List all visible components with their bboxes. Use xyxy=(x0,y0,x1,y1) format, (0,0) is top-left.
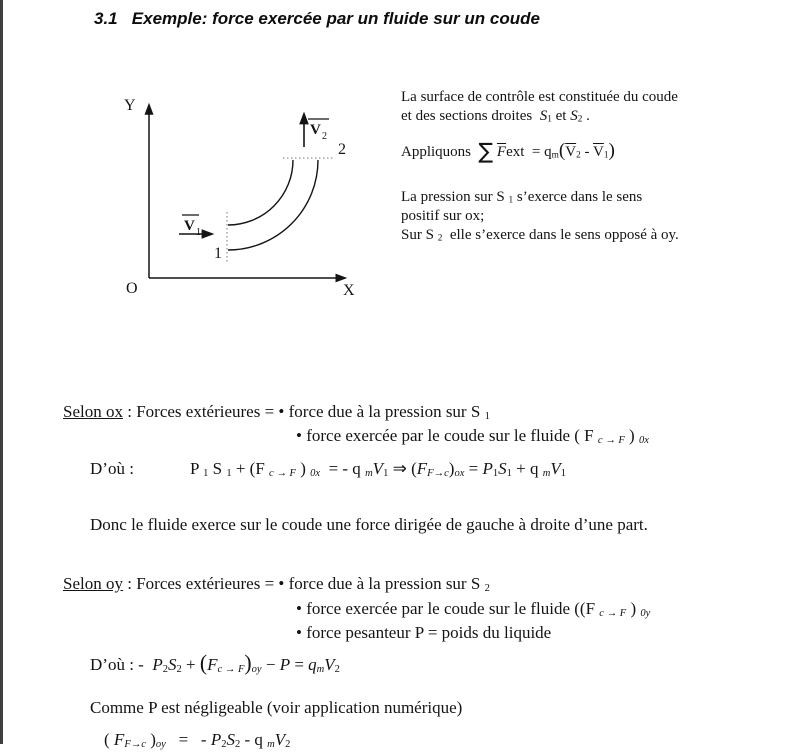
v2-subscript: 2 xyxy=(322,131,327,142)
v1-label: V xyxy=(184,218,195,234)
selon-oy-bullet2: • force exercée par le coude sur le fluide ((F c → F ) 0y xyxy=(296,599,651,619)
elbow-inner-wall-arc xyxy=(228,160,293,225)
v1-subscript: 1 xyxy=(196,227,201,238)
conclusion-ox-text: Donc le fluide exerce sur le coude une force dirigée de gauche à droite d’une part. xyxy=(90,515,648,534)
control-surface-text-line2: et des sections droites S1 et S2 . xyxy=(401,108,590,125)
origin-label: O xyxy=(126,280,138,297)
elbow-outer-wall-arc xyxy=(228,160,318,250)
v2-label: V xyxy=(310,122,321,138)
pressure-text-line3: Sur S 2 elle s’exerce dans le sens opposé à oy. xyxy=(401,227,679,244)
scan-edge-line xyxy=(0,0,3,744)
dou-ox-formula: P 1 S 1 + (F c → F ) 0x = - q mV1 ⇒ (FF→c)ox = P1S1 + q mV1 xyxy=(190,459,567,479)
selon-oy-line: Selon oy : Forces extérieures = • force due à la pression sur S 2 xyxy=(63,574,490,594)
negligible-weight-note: Comme P est négligeable (voir application numérique) xyxy=(90,698,463,717)
y-axis-label: Y xyxy=(124,97,136,114)
clipped-bottom-formula: ( FF→c )oy = - P2S2 - q mV2 xyxy=(104,730,291,750)
section-heading: 3.1 Exemple: force exercée par un fluide sur un coude xyxy=(94,9,540,28)
selon-ox-line: Selon ox : Forces extérieures = • force due à la pression sur S 1 xyxy=(63,402,490,422)
pressure-text-line1: La pression sur S 1 s’exerce dans le sens xyxy=(401,189,643,206)
dou-oy-formula: D’où : - P2S2 + (Fc → F)oy − P = qmV2 xyxy=(90,651,340,675)
dou-ox-label: D’où : xyxy=(90,459,134,478)
section1-label: 1 xyxy=(214,245,222,262)
control-surface-text-line1: La surface de contrôle est constituée du coude xyxy=(401,89,678,105)
pressure-text-line2: positif sur ox; xyxy=(401,208,485,224)
x-axis-label: X xyxy=(343,282,355,299)
selon-oy-bullet3: • force pesanteur P = poids du liquide xyxy=(296,623,552,642)
section2-label: 2 xyxy=(338,141,346,158)
momentum-theorem-formula: Appliquons ∑ $\overline{F}ext = qm(\overline{V}2 - \overline{V}1)$ xyxy=(401,139,615,165)
selon-ox-bullet2: • force exercée par le coude sur le fluide ( F c → F ) 0x xyxy=(296,426,649,446)
elbow-diagram xyxy=(90,88,370,306)
